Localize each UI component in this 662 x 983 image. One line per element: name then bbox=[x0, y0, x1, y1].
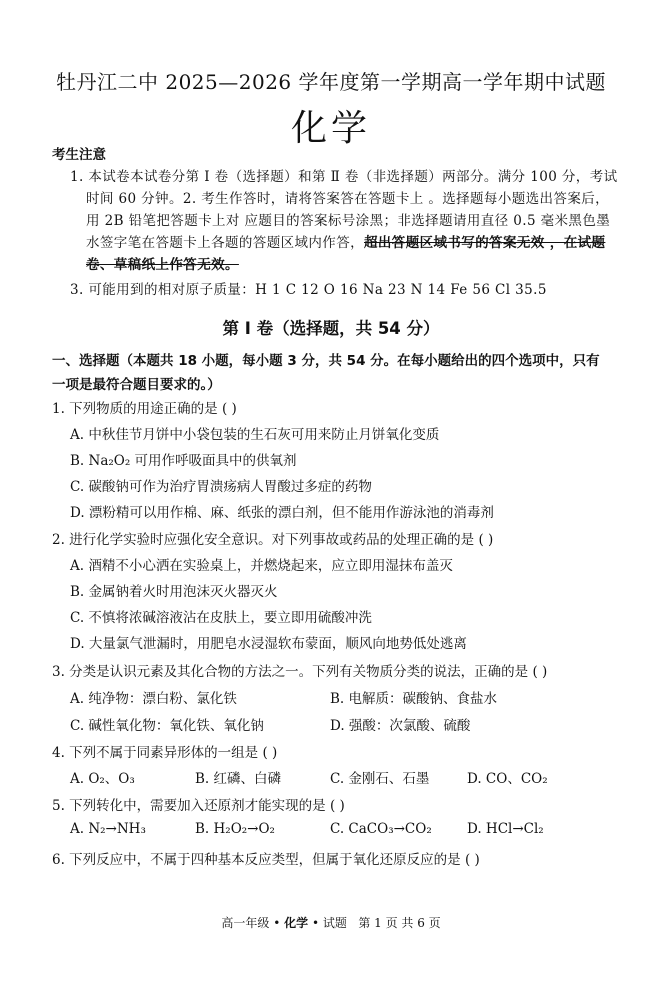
question-2-option-a: A. 酒精不小心洒在实验桌上，并燃烧起来，应立即用湿抹布盖灭 bbox=[70, 558, 453, 574]
notice-line-4 bbox=[86, 231, 605, 251]
question-4-option-d: D. CO、CO₂ bbox=[467, 771, 548, 787]
subject-title: 化学 bbox=[290, 108, 371, 149]
footer-grade: 高一年级 bbox=[221, 916, 270, 930]
question-5-option-a: A. N₂→NH₃ bbox=[70, 821, 146, 837]
notice-line-3: 用 2B 铅笔把答题卡上对 应题目的答案标号涂黑；非选择题请用直径 0.5 毫米黑色墨 bbox=[86, 213, 611, 229]
question-2-stem: 2. 进行化学实验时应强化安全意识。对下列事故或药品的处理正确的是 ( ) bbox=[52, 532, 494, 548]
footer-dot-1: • bbox=[273, 916, 281, 930]
question-4-stem: 4. 下列不属于同素异形体的一组是 ( ) bbox=[52, 745, 278, 761]
question-3-stem: 3. 分类是认识元素及其化合物的方法之一。下列有关物质分类的说法，正确的是 ( ) bbox=[52, 664, 548, 680]
part-instructions-1: 一、选择题（本题共 18 小题，每小题 3 分，共 54 分。在每小题给出的四个选项中，只有 bbox=[52, 353, 600, 369]
question-3-option-a: A. 纯净物：漂白粉、氯化铁 bbox=[70, 691, 237, 707]
question-4-option-a: A. O₂、O₃ bbox=[70, 771, 135, 787]
notice-line-4-plain: 水签字笔在答题卡上各题的答题区域内作答， bbox=[86, 235, 364, 251]
footer-subject: 化学 bbox=[284, 916, 309, 930]
question-5-option-c: C. CaCO₃→CO₂ bbox=[330, 821, 432, 837]
section-heading: 第 Ⅰ 卷（选择题，共 54 分） bbox=[222, 319, 440, 338]
footer-page-number: 第 1 页 共 6 页 bbox=[358, 916, 441, 930]
question-1-option-d: D. 漂粉精可以用作棉、麻、纸张的漂白剂，但不能用作游泳池的消毒剂 bbox=[70, 505, 494, 521]
page-footer bbox=[0, 914, 662, 931]
footer-dot-2: • bbox=[311, 916, 320, 930]
exam-title: 牡丹江二中 2025—2026 学年度第一学期高一学年期中试题 bbox=[55, 70, 606, 94]
question-2-option-d: D. 大量氯气泄漏时，用肥皂水浸湿软布蒙面，顺风向地势低处逃离 bbox=[70, 636, 467, 652]
notice-line-1: 1. 本试卷本试卷分第 Ⅰ 卷（选择题）和第 Ⅱ 卷（非选择题）两部分。满分 100 分，考试 bbox=[70, 169, 618, 185]
notice-line-2: 时间 60 分钟。2. 考生作答时，请将答案答在答题卡上 。选择题每小题选出答案后， bbox=[86, 191, 610, 207]
question-5-option-b: B. H₂O₂→O₂ bbox=[195, 821, 275, 837]
question-1-option-a: A. 中秋佳节月饼中小袋包装的生石灰可用来防止月饼氧化变质 bbox=[70, 427, 440, 443]
footer-kind: 试题 bbox=[322, 916, 347, 930]
notice-heading: 考生注意 bbox=[52, 147, 106, 163]
atomic-mass-line: 3. 可能用到的相对原子质量：H 1 C 12 O 16 Na 23 N 14 Fe 56 Cl 35.5 bbox=[70, 282, 547, 298]
question-2-option-c: C. 不慎将浓碱溶液沾在皮肤上，要立即用硫酸冲洗 bbox=[70, 610, 372, 626]
question-1-stem: 1. 下列物质的用途正确的是 ( ) bbox=[52, 401, 237, 417]
question-3-option-b: B. 电解质：碳酸钠、食盐水 bbox=[330, 691, 498, 707]
question-5-option-d: D. HCl→Cl₂ bbox=[467, 821, 544, 837]
question-1-option-c: C. 碳酸钠可作为治疗胃溃疡病人胃酸过多症的药物 bbox=[70, 479, 372, 495]
question-2-option-b: B. 金属钠着火时用泡沫灭火器灭火 bbox=[70, 584, 278, 600]
question-3-option-c: C. 碱性氧化物：氧化铁、氧化钠 bbox=[70, 718, 264, 734]
question-4-option-b: B. 红磷、白磷 bbox=[195, 771, 282, 787]
question-3-option-d: D. 强酸：次氯酸、硫酸 bbox=[330, 718, 471, 734]
notice-line-4-strike: 超出答题区域书写的答案无效 ，在试题 bbox=[364, 235, 606, 251]
part-instructions-2: 一项是最符合题目要求的。） bbox=[52, 377, 221, 393]
question-1-option-b: B. Na₂O₂ 可用作呼吸面具中的供氧剂 bbox=[70, 453, 297, 469]
question-6-stem: 6. 下列反应中，不属于四种基本反应类型，但属于氧化还原反应的是 ( ) bbox=[52, 852, 480, 868]
question-4-option-c: C. 金刚石、石墨 bbox=[330, 771, 430, 787]
question-5-stem: 5. 下列转化中，需要加入还原剂才能实现的是 ( ) bbox=[52, 798, 345, 814]
notice-line-5: 卷、草稿纸上作答无效。 bbox=[86, 257, 239, 273]
